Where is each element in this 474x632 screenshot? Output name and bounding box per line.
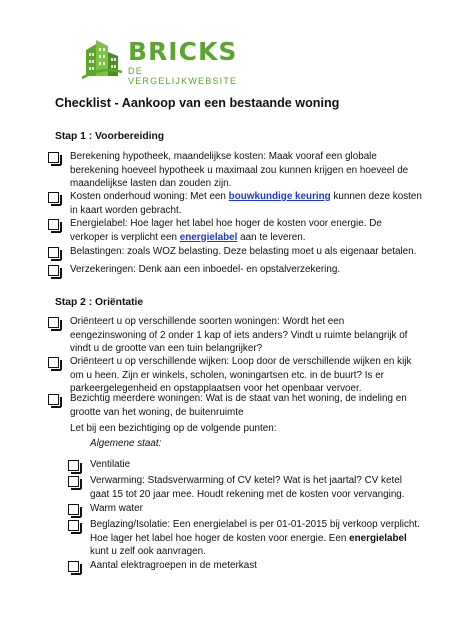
- checkbox[interactable]: [68, 476, 79, 487]
- item-text: Berekening hypotheek, maandelijkse kosten: Maak vooraf een globale berekening hoeveel hypotheek u maximaal zou kunnen krijgen en hoeveel de maandelijkse lasten dan zouden zijn.: [70, 151, 409, 189]
- bouwkundige-keuring-link[interactable]: bouwkundige keuring: [228, 191, 331, 202]
- bricks-logo: [80, 36, 240, 86]
- section-title-step1: Stap 1 : Voorbereiding: [55, 131, 165, 142]
- checkbox[interactable]: [48, 219, 59, 230]
- checkbox[interactable]: [48, 152, 59, 163]
- checkbox[interactable]: [68, 460, 79, 471]
- viewing-note: Let bij een bezichtiging op de volgende punten:: [70, 423, 277, 434]
- checkbox[interactable]: [48, 317, 59, 328]
- logo-subtitle: DE VERGELIJKWEBSITE: [128, 66, 238, 86]
- item-text: Ventilatie: [90, 459, 131, 470]
- item-text: Kosten onderhoud woning: Met een bouwkundige keuring kunnen deze kosten in kaart worden gebracht.: [70, 191, 422, 216]
- item-text: Belastingen: zoals WOZ belasting. Deze belasting moet u als eigenaar betalen.: [70, 246, 417, 257]
- item-text: Warm water: [90, 503, 143, 514]
- checkbox[interactable]: [68, 520, 79, 531]
- checkbox[interactable]: [48, 357, 59, 368]
- checkbox[interactable]: [68, 561, 79, 572]
- item-text: Energielabel: Hoe lager het label hoe hoger de kosten voor energie. De verkoper is verplicht een energielabel aan te leveren.: [70, 218, 382, 243]
- checkbox[interactable]: [48, 265, 59, 276]
- energielabel-link[interactable]: energielabel: [179, 231, 238, 243]
- section-title-step2: Stap 2 : Oriëntatie: [55, 297, 144, 308]
- buildings-logo-icon: [80, 36, 124, 80]
- checkbox[interactable]: [48, 192, 59, 203]
- logo-title: BRICKS: [128, 37, 238, 66]
- item-text: Oriënteert u op verschillende wijken: Loop door de verschillende wijken en kijk om u heen. Zijn er winkels, scholen, woningartsen etc. in de buurt? Is er parkeergelegenheid en opstapplaatsen voor het openbaar vervoer.: [70, 356, 412, 394]
- item-text: Verwarming: Stadsverwarming of CV ketel? Wat is het jaartal? CV ketel gaat 15 tot 20 jaar mee. Houdt rekening met de kosten voor vervanging.: [90, 475, 405, 500]
- item-text: Bezichtig meerdere woningen: Wat is de staat van het woning, de indeling en grootte van het woning, de buitenruimte: [70, 393, 407, 418]
- document-title: Checklist - Aankoop van een bestaande woning: [55, 96, 340, 110]
- checkbox[interactable]: [68, 504, 79, 515]
- item-text: Aantal elektragroepen in de meterkast: [90, 560, 257, 571]
- general-state-heading: Algemene staat:: [90, 438, 162, 449]
- energielabel-bold: energielabel: [349, 532, 407, 544]
- checkbox[interactable]: [48, 394, 59, 405]
- item-text: Verzekeringen: Denk aan een inboedel- en opstalverzekering.: [70, 264, 341, 275]
- item-text: Beglazing/Isolatie: Een energielabel is per 01-01-2015 bij verkoop verplicht. Hoe lager het label hoe hoger de kosten voor energie. Een energielabel kunt u zelf ook aanvragen.: [90, 519, 420, 557]
- item-text: Oriënteert u op verschillende soorten woningen: Wordt het een eengezinswoning of 2 onder 1 kap of iets anders? Vindt u ruimte belangrijk of vindt u de grootte van een tuin belangrijker?: [70, 316, 408, 354]
- checkbox[interactable]: [48, 247, 59, 258]
